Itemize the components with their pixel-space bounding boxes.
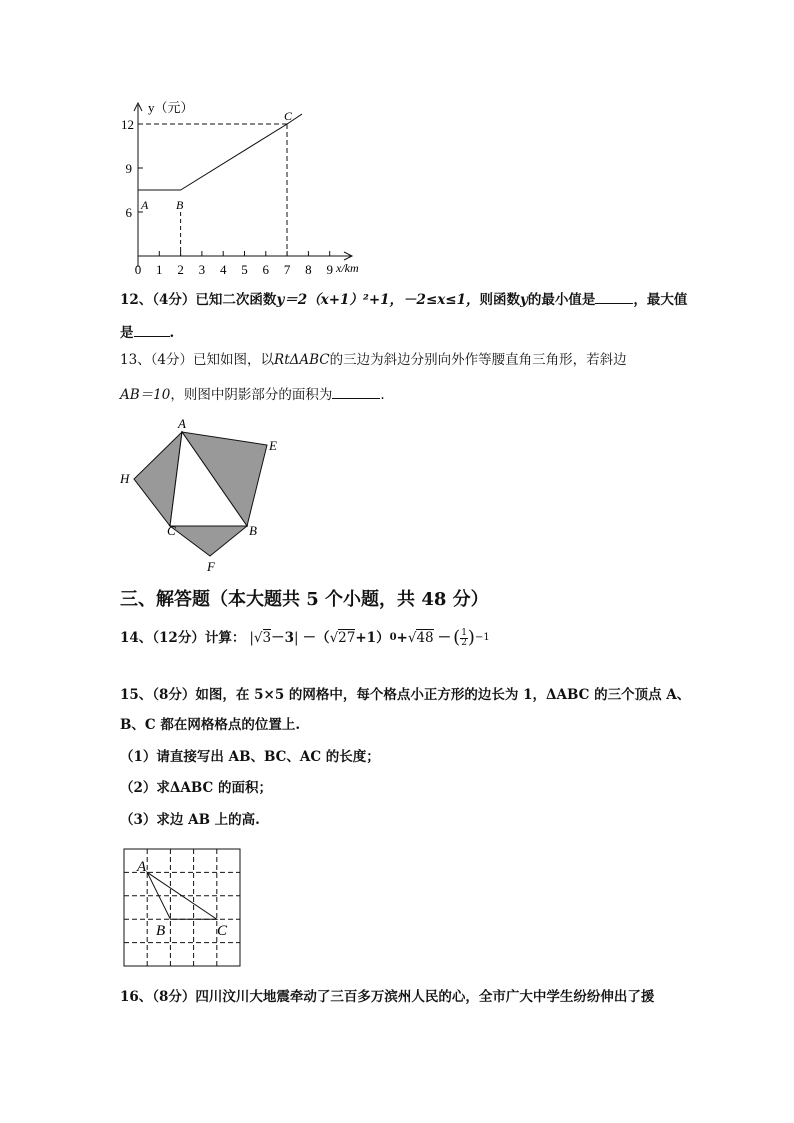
label-b: B (249, 523, 257, 538)
q14-sqrt48: √48 (407, 630, 434, 646)
label-f: F (207, 559, 215, 574)
q12-text-d: ，最大值 (633, 292, 688, 308)
q12-text-b: 则函数 (479, 292, 521, 308)
q14-sqrt3-value: 3 (262, 630, 272, 646)
point-label-c: C (284, 109, 293, 123)
q14-plus1: +1） (355, 630, 390, 646)
shaded-triangle-cbf (170, 526, 247, 556)
q14-exp-neg1: −1 (474, 632, 490, 643)
q15-item2: （2）求ΔABC 的面积； (120, 780, 272, 796)
x-axis-label: x/km (336, 261, 359, 275)
x-tick-label: 4 (219, 262, 227, 277)
q13-hypotenuse: AB＝10 (120, 387, 171, 403)
q13-text-b: 的三边为斜边分别向外作等腰直角三角形，若斜边 (329, 352, 627, 368)
q14-sqrt27-value: 27 (338, 630, 356, 646)
grid-label-b: B (156, 923, 166, 939)
q12-text-e: 是 (120, 325, 134, 341)
q14-frac-num: 1 (461, 627, 467, 638)
q13-text-c: ，则图中阴影部分的面积为 (170, 387, 333, 403)
q14-line (120, 628, 490, 648)
q13-line2 (120, 384, 385, 405)
x-tick-label: 1 (156, 262, 163, 277)
q15-item3: （3）求边 AB 上的高. (120, 812, 260, 828)
q13-triangle: RtΔABC (274, 352, 330, 368)
q12-line2 (120, 322, 174, 343)
x-tick-label: 9 (326, 262, 333, 277)
y-tick-label-12: 12 (121, 117, 134, 132)
q12-blank-max[interactable] (134, 322, 170, 337)
q14-sqrt3: √3 (253, 630, 272, 646)
q12-blank-min[interactable] (595, 289, 633, 304)
section3-heading: 三、解答题（本大题共 5 个小题，共 48 分） (120, 589, 489, 610)
q14-plus: + (396, 630, 408, 646)
q12-end: . (169, 325, 175, 341)
y-tick-label-6: 6 (125, 205, 132, 220)
x-tick-label: 8 (305, 262, 312, 277)
q12-line1 (120, 289, 687, 310)
label-a: A (178, 416, 186, 431)
q14-paren-close: ) (467, 627, 475, 648)
x-tick-label: 6 (262, 262, 270, 277)
point-label-a: A (141, 198, 149, 212)
x-tick-label: 0 (134, 262, 142, 277)
q14-paren-open: ( (453, 627, 461, 648)
q15-item1: （1）请直接写出 AB、BC、AC 的长度； (120, 749, 380, 765)
q15-grid-figure (120, 845, 245, 970)
q14-abs-close: | (294, 630, 299, 646)
q13-figure (110, 415, 300, 575)
q12-text-c: 的最小值是 (527, 292, 596, 308)
q15-line1: 15、（8分）如图，在 5×5 的网格中，每个格点小正方形的边长为 1，ΔABC 的三个顶点 A、 (120, 687, 691, 703)
q14-minus2: － (437, 630, 452, 646)
point-label-b: B (176, 198, 184, 212)
q14-exp0: 0 (389, 632, 397, 643)
q14-abs-open: | (249, 630, 254, 646)
q14-prefix: 14、（12分）计算： (120, 630, 246, 646)
q13-end: . (380, 387, 385, 403)
label-e: E (269, 438, 277, 453)
q13-blank[interactable] (332, 384, 380, 399)
q14-minus3: －3 (271, 630, 294, 646)
y-axis-label: y（元） (148, 100, 194, 115)
q13-line1 (120, 350, 627, 370)
q14-sqrt27: √27 (329, 630, 356, 646)
q16-line1: 16、（8分）四川汶川大地震牵动了三百多万滨州人民的心，全市广大中学生纷纷伸出了援 (120, 989, 655, 1005)
x-tick-marks (159, 251, 329, 256)
q12-var: y (520, 292, 528, 308)
grid-label-c: C (217, 923, 228, 939)
grid-label-a: A (137, 859, 147, 875)
q14-minus: －（ (302, 630, 330, 646)
label-c: C (167, 523, 176, 538)
y-tick-label-9: 9 (125, 161, 132, 176)
x-tick-label: 7 (283, 262, 291, 277)
series-line (138, 114, 302, 190)
q15-line2: B、C 都在网格格点的位置上. (120, 717, 301, 733)
q12-text-a: 12、（4分）已知二次函数 (120, 292, 277, 308)
cost-distance-chart (110, 95, 380, 280)
label-h: H (120, 471, 130, 486)
q14-fraction (460, 629, 468, 648)
q14-sqrt48-value: 48 (416, 630, 434, 646)
x-tick-label: 5 (241, 262, 248, 277)
x-tick-label: 3 (198, 262, 206, 277)
x-tick-label: 2 (177, 262, 184, 277)
q13-text-a: 13、（4分）已知如图，以 (120, 352, 275, 368)
q14-frac-den: 2 (461, 637, 467, 648)
q12-formula: y＝2（x+1）²+1，－2≤x≤1， (276, 292, 480, 308)
